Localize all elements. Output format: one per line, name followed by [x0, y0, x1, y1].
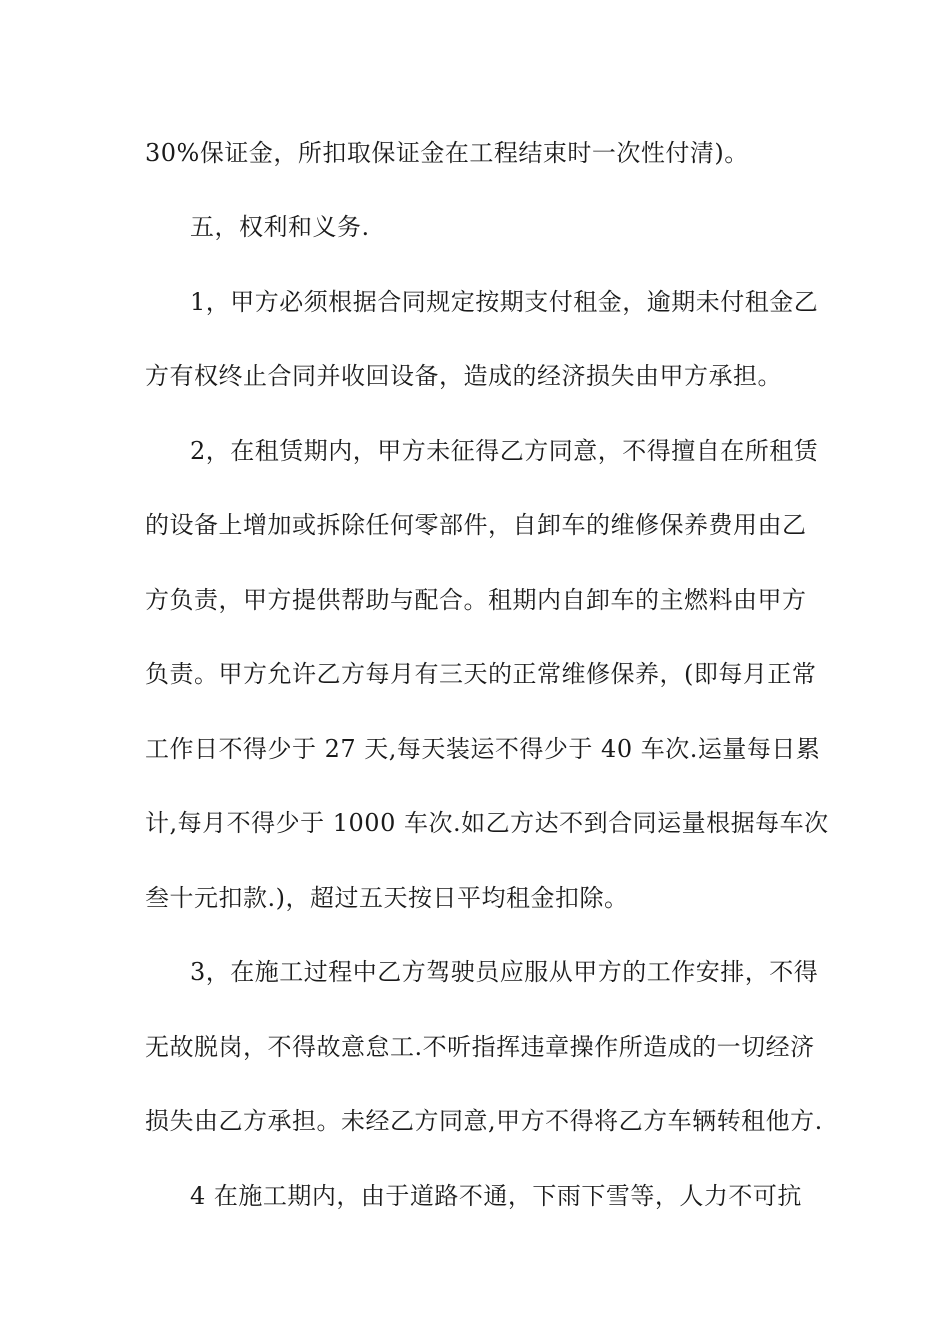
- text-line: 2，在租赁期内，甲方未征得乙方同意，不得擅自在所租赁: [190, 437, 819, 465]
- text-line: 4 在施工期内，由于道路不通，下雨下雪等，人力不可抗: [190, 1182, 802, 1210]
- text-line: 损失由乙方承担。未经乙方同意,甲方不得将乙方车辆转租他方.: [145, 1107, 823, 1135]
- text-line: 方有权终止合同并收回设备，造成的经济损失由甲方承担。: [145, 362, 782, 390]
- text-line: 30%保证金，所扣取保证金在工程结束时一次性付清)。: [145, 139, 749, 167]
- text-line: 1，甲方必须根据合同规定按期支付租金，逾期未付租金乙: [190, 288, 819, 316]
- text-line: 负责。甲方允许乙方每月有三天的正常维修保养，(即每月正常: [145, 660, 817, 688]
- text-line: 无故脱岗，不得故意怠工.不听指挥违章操作所造成的一切经济: [145, 1033, 815, 1061]
- text-line: 叁十元扣款.)，超过五天按日平均租金扣除。: [145, 884, 629, 912]
- text-line: 3，在施工过程中乙方驾驶员应服从甲方的工作安排，不得: [190, 958, 819, 986]
- text-line: 计,每月不得少于 1000 车次.如乙方达不到合同运量根据每车次: [145, 809, 829, 837]
- section-heading: 五，权利和义务.: [190, 213, 370, 241]
- text-line: 方负责，甲方提供帮助与配合。租期内自卸车的主燃料由甲方: [145, 586, 807, 614]
- text-line: 工作日不得少于 27 天,每天装运不得少于 40 车次.运量每日累: [145, 735, 821, 763]
- text-line: 的设备上增加或拆除任何零部件，自卸车的维修保养费用由乙: [145, 511, 807, 539]
